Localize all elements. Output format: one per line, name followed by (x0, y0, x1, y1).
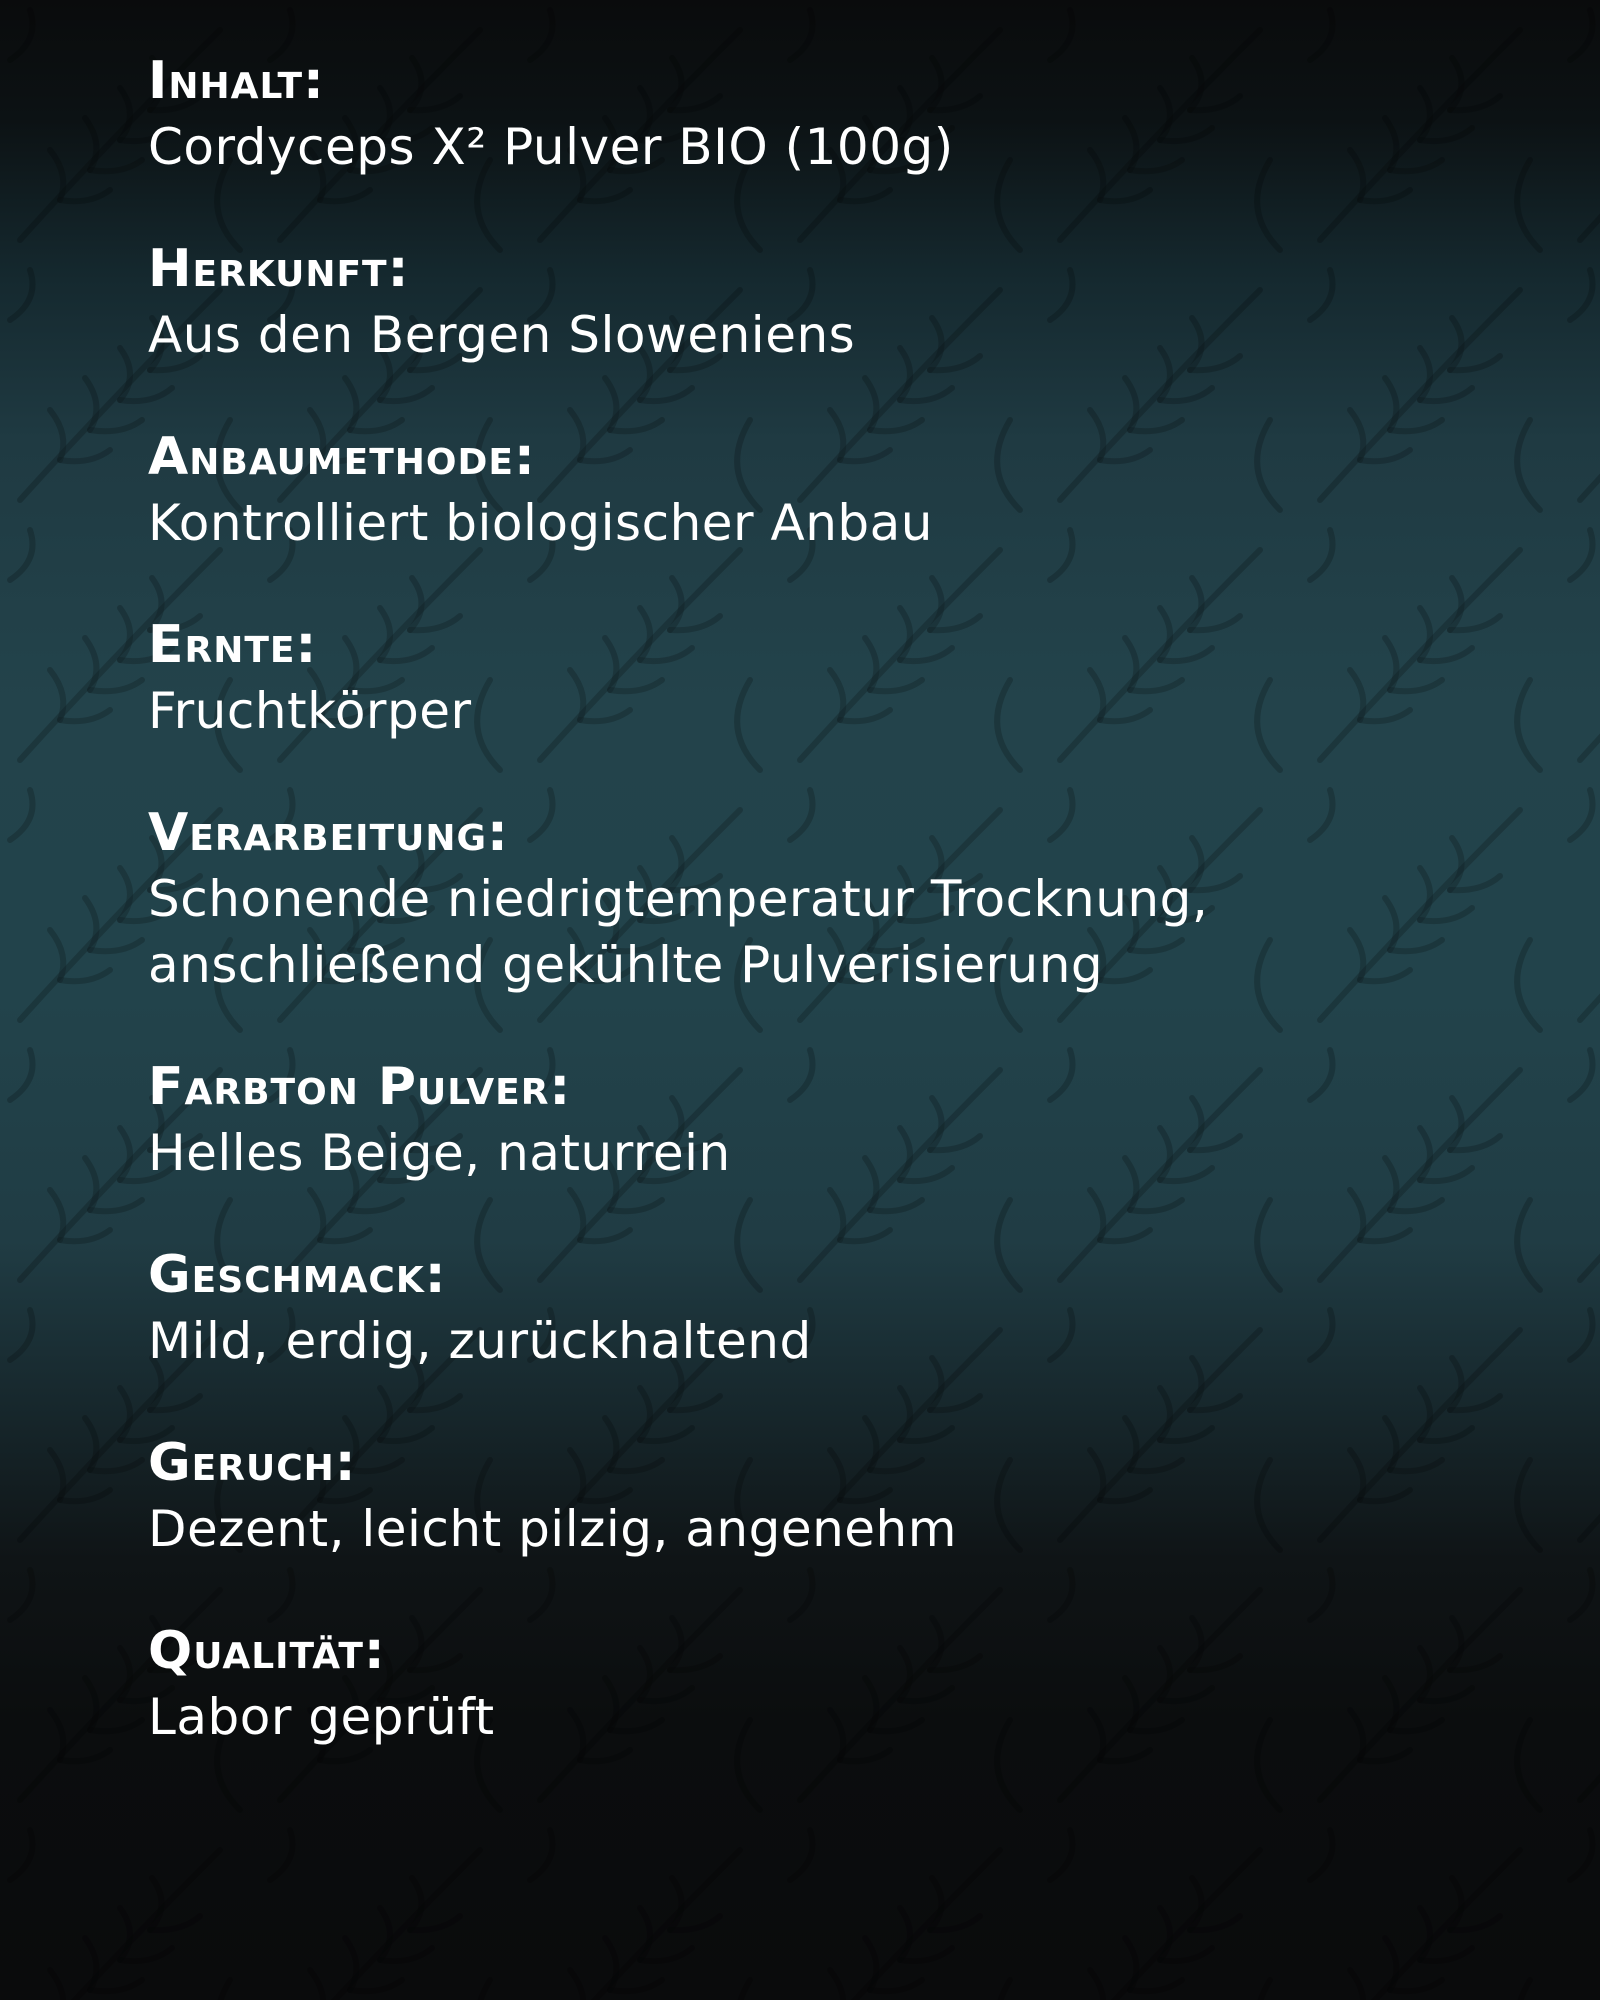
section-label: Geruch: (148, 1433, 357, 1493)
section-value: Aus den Bergen Sloweniens (148, 306, 856, 364)
section-qualitaet (148, 1618, 1448, 1750)
section-label: Herkunft: (148, 239, 410, 299)
section-value: Mild, erdig, zurückhaltend (148, 1312, 812, 1370)
section-label: Qualität: (148, 1621, 386, 1681)
product-details (148, 48, 1448, 1806)
section-value: Cordyceps X² Pulver BIO (100g) (148, 118, 954, 176)
section-value: Labor geprüft (148, 1688, 495, 1746)
section-label: Anbaumethode: (148, 427, 536, 487)
section-value: Dezent, leicht pilzig, angenehm (148, 1500, 957, 1558)
section-value: Schonende niedrigtemperatur Trocknung, (148, 870, 1209, 928)
section-label: Geschmack: (148, 1245, 447, 1305)
section-geruch (148, 1430, 1448, 1562)
section-verarbeitung (148, 800, 1448, 998)
section-herkunft (148, 236, 1448, 368)
section-anbaumethode (148, 424, 1448, 556)
section-ernte (148, 612, 1448, 744)
section-label: Inhalt: (148, 51, 325, 111)
section-label: Ernte: (148, 615, 318, 675)
section-value: Kontrolliert biologischer Anbau (148, 494, 933, 552)
section-value: Helles Beige, naturrein (148, 1124, 731, 1182)
section-farbton-pulver (148, 1054, 1448, 1186)
section-value: anschließend gekühlte Pulverisierung (148, 936, 1104, 994)
section-value: Fruchtkörper (148, 682, 472, 740)
section-geschmack (148, 1242, 1448, 1374)
section-inhalt (148, 48, 1448, 180)
section-label: Verarbeitung: (148, 803, 509, 863)
section-label: Farbton Pulver: (148, 1057, 572, 1117)
